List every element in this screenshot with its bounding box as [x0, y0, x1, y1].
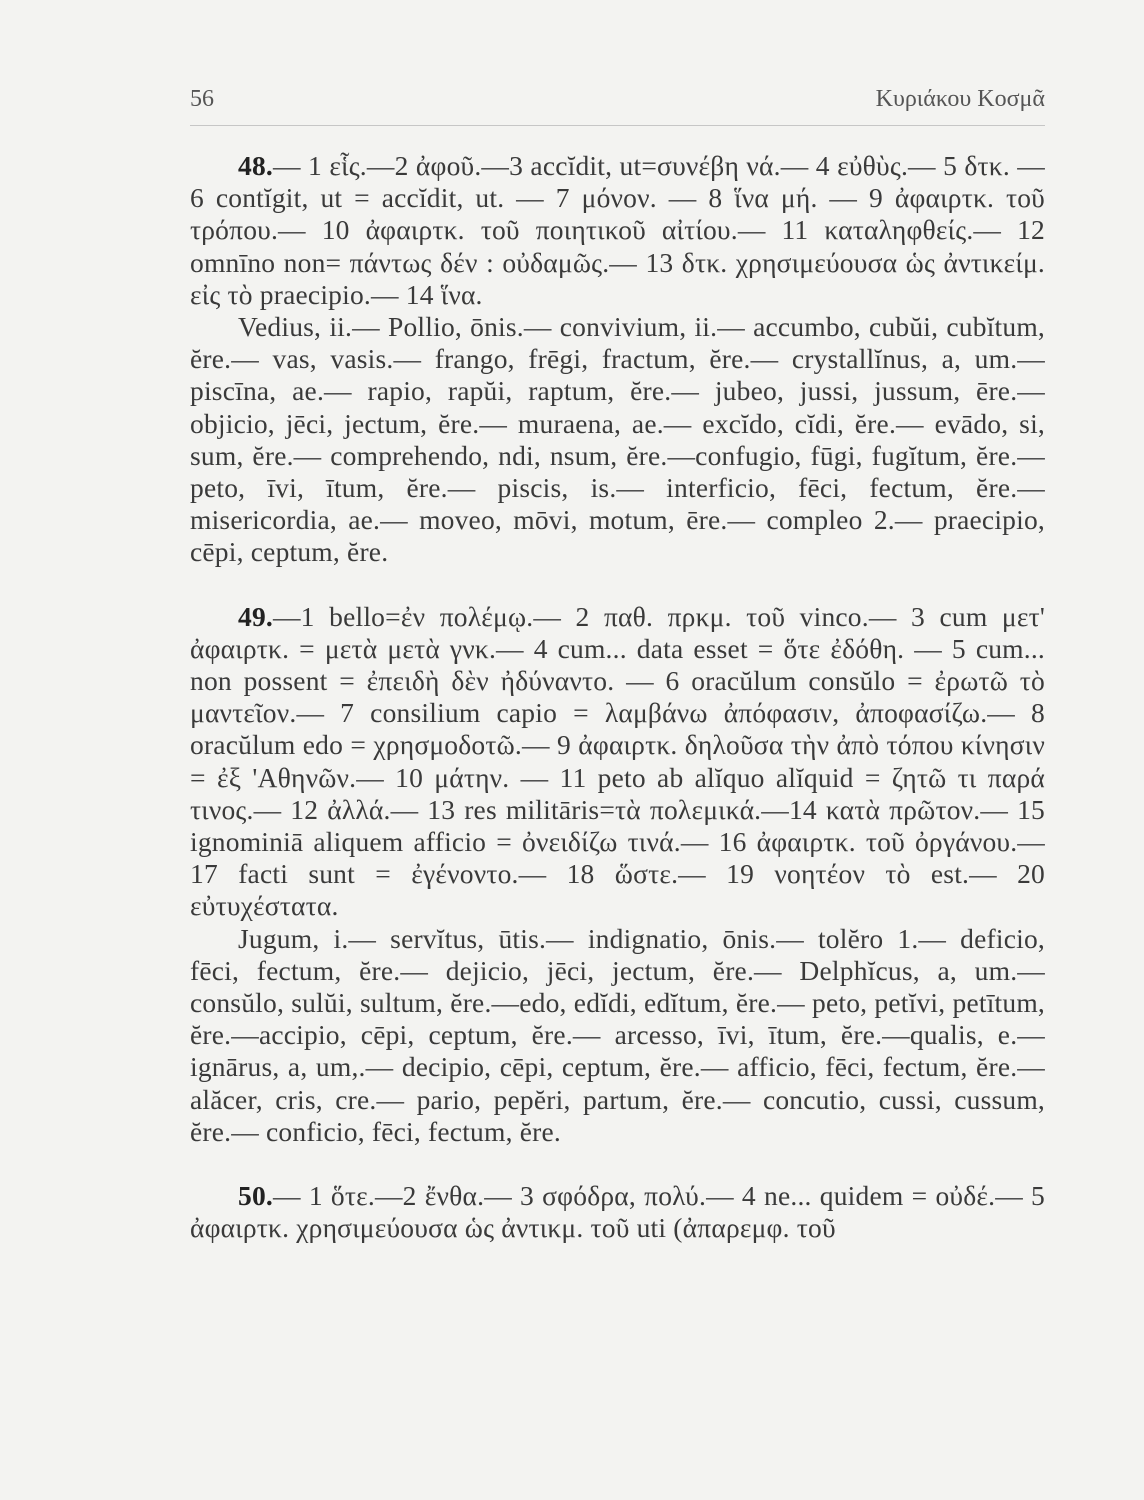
exercise-notes [190, 150, 1045, 311]
notes-text: — 1 ὅτε.—2 ἔνθα.— 3 σφόδρα, πολύ.— 4 ne... quidem = οὐδέ.— 5 ἀφαιρτκ. χρησιμεύουσα ὡς ἀντικμ. τοῦ uti (ἀπαρεμφ. τοῦ [190, 1180, 1045, 1244]
vocabulary-list: Vedius, ii.— Pollio, ōnis.— convivium, ii.— accumbo, cubŭi, cubĭtum, ĕre.— vas, vasis.— frango, frēgi, fractum, ĕre.— crystallĭnus, a, um.— piscīna, ae.— rapio, rapŭi, raptum, ĕre.— jubeo, jussi, jussum, ēre.— objicio, jēci, jectum, ĕre.— muraena, ae.— excĭdo, cĭdi, ĕre.— evādo, si, sum, ĕre.— comprehendo, ndi, nsum, ĕre.—confugio, fūgi, fugĭtum, ĕre.— peto, īvi, ītum, ĕre.— piscis, is.— interficio, fēci, fectum, ĕre.— misericordia, ae.— moveo, mōvi, motum, ēre.— compleo 2.— praecipio, cēpi, ceptum, ĕre. [190, 311, 1045, 568]
exercise-number: 48. [238, 150, 273, 181]
exercise-notes [190, 601, 1045, 923]
header-rule [190, 125, 1045, 126]
exercise-49 [190, 601, 1045, 1148]
page-number: 56 [190, 86, 214, 112]
exercise-notes [190, 1180, 1045, 1244]
body-text [190, 150, 1045, 1277]
running-title: Κυριάκου Κοσμᾶ [875, 86, 1045, 112]
notes-text: —1 bello=ἐν πολέμῳ.— 2 παθ. πρκμ. τοῦ vinco.— 3 cum μετ' ἀφαιρτκ. = μετὰ μετὰ γνκ.— 4 cum... data esset = ὅτε ἐδόθη. — 5 cum... non possent = ἐπειδὴ δὲν ἠδύναντο. — 6 oracŭlum consŭlo = ἐρωτῶ τὸ μαντεῖον.— 7 consilium capio = λαμβάνω ἀπόφασιν, ἀποφασίζω.— 8 oracŭlum edo = χρησμοδοτῶ.— 9 ἀφαιρτκ. δηλοῦσα τὴν ἀπὸ τόπου κίνησιν = ἐξ 'Αθηνῶν.— 10 μάτην. — 11 peto ab alĭquo alĭquid = ζητῶ τι παρά τινος.— 12 ἀλλά.— 13 res militāris=τὰ πολεμικά.—14 κατὰ πρῶτον.— 15 ignominiā aliquem afficio = ὀνειδίζω τινά.— 16 ἀφαιρτκ. τοῦ ὀργάνου.— 17 facti sunt = ἐγένοντο.— 18 ὥστε.— 19 νοητέον τὸ est.— 20 εὐτυχέστατα. [190, 600, 1045, 922]
exercise-number: 49. [238, 600, 273, 632]
running-head [190, 86, 1045, 116]
exercise-number: 50. [238, 1180, 273, 1212]
exercise-50 [190, 1180, 1045, 1244]
exercise-48 [190, 150, 1045, 569]
vocabulary-list: Jugum, i.— servĭtus, ūtis.— indignatio, ōnis.— tolĕro 1.— deficio, fēci, fectum, ĕre.— dejicio, jēci, jectum, ĕre.— Delphĭcus, a, um.— consŭlo, sulŭi, sultum, ĕre.—edo, edĭdi, edĭtum, ĕre.— peto, petĭvi, petītum, ĕre.—accipio, cēpi, ceptum, ĕre.— arcesso, īvi, ītum, ĕre.—qualis, e.— ignārus, a, um,.— decipio, cēpi, ceptum, ĕre.— afficio, fēci, fectum, ĕre.— alăcer, cris, cre.— pario, pepĕri, partum, ĕre.— concutio, cussi, cussum, ĕre.— conficio, fēci, fectum, ĕre. [190, 922, 1045, 1147]
notes-text: — 1 εἷς.—2 ἀφοῦ.—3 accĭdit, ut=συνέβη νά.— 4 εὐθὺς.— 5 δτκ. — 6 contĭgit, ut = accĭdit, ut. — 7 μόνον. — 8 ἵνα μή. — 9 ἀφαιρτκ. τοῦ τρόπου.— 10 ἀφαιρτκ. τοῦ ποιητικοῦ αἰτίου.— 11 καταληφθείς.— 12 omnīno non= πάντως δέν : οὐδαμῶς.— 13 δτκ. χρησιμεύουσα ὡς ἀντικείμ. εἰς τὸ praecipio.— 14 ἵνα. [190, 150, 1045, 310]
